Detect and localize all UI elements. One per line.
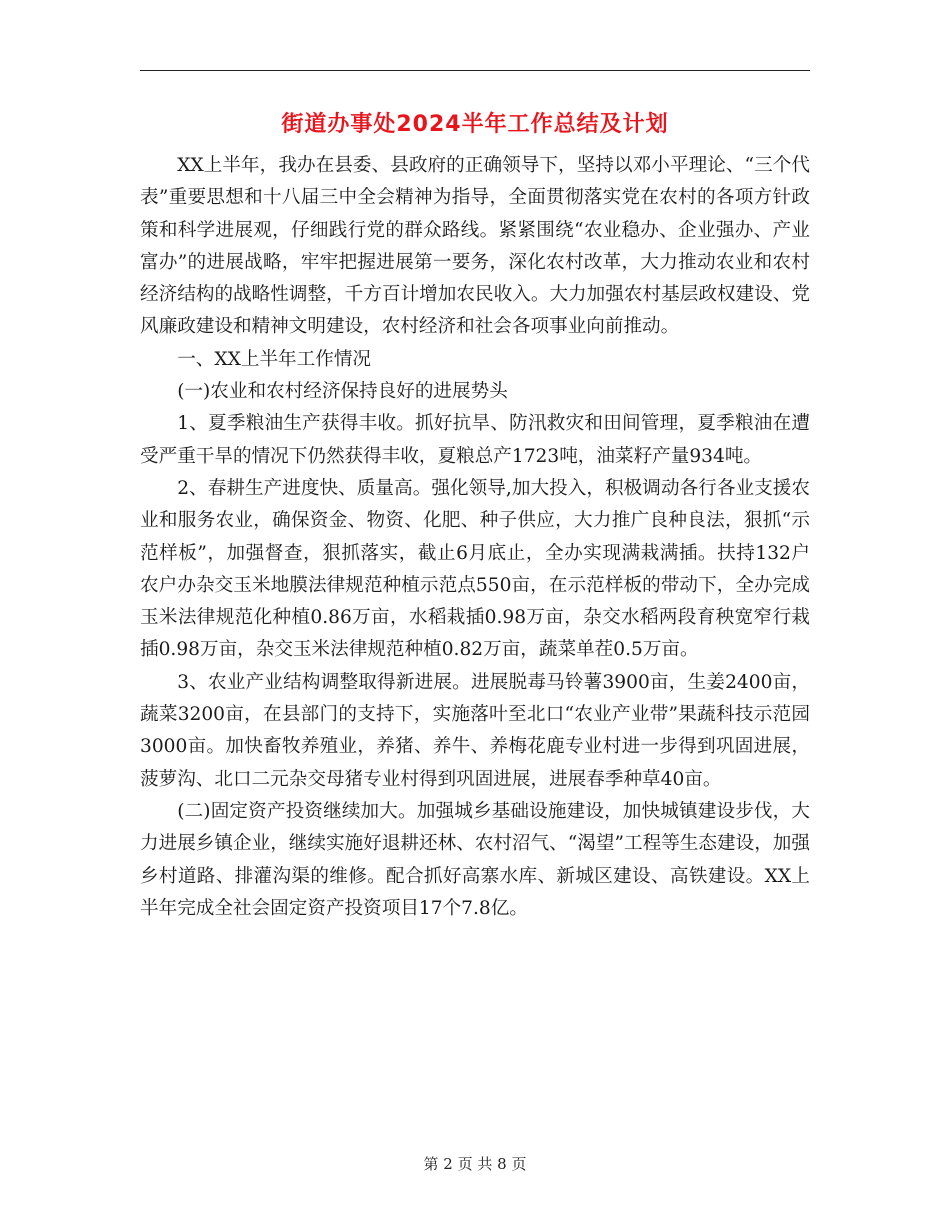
paragraph-item-2: 2、春耕生产进度快、质量高。强化领导,加大投入，积极调动各行各业支援农业和服务农业，确保资金、物资、化肥、种子供应，大力推广良种良法，狠抓“示范样板”，加强督查，狠抓落实，截止6月底止，全办实现满栽满插。扶持132户农户办杂交玉米地膜法律规范种植示范点550亩，在示范样板的带动下，全办完成玉米法律规范化种植0.86万亩，水稻栽插0.98万亩，杂交水稻两段育秧宽窄行栽插0.98万亩，杂交玉米法律规范种植0.82万亩，蔬菜单茬0.5万亩。 bbox=[140, 477, 810, 661]
section-heading: 一、XX上半年工作情况 bbox=[177, 348, 372, 370]
paragraph-item-1: 1、夏季粮油生产获得丰收。抓好抗旱、防汛救灾和田间管理，夏季粮油在遭受严重干旱的情况下仍然获得丰收，夏粮总产1723吨，油菜籽产量934吨。 bbox=[140, 413, 810, 467]
paragraph-subsection-2: (二)固定资产投资继续加大。加强城乡基础设施建设，加快城镇建设步伐，大力进展乡镇企业，继续实施好退耕还林、农村沼气、“渴望”工程等生态建设，加强乡村道路、排灌沟渠的维修。配合抓好高寨水库、新城区建设、高铁建设。XX上半年完成全社会固定资产投资项目17个7.8亿。 bbox=[140, 800, 810, 919]
paragraph-intro: XX上半年，我办在县委、县政府的正确领导下，坚持以邓小平理论、“三个代表”重要思想和十八届三中全会精神为指导，全面贯彻落实党在农村的各项方针政策和科学进展观，仔细践行党的群众路线。紧紧围绕“农业稳办、企业强办、产业富办”的进展战略，牢牢把握进展第一要务，深化农村改革，大力推动农业和农村经济结构的战略性调整，千方百计增加农民收入。大力加强农村基层政权建设、党风廉政建设和精神文明建设，农村经济和社会各项事业向前推动。 bbox=[140, 155, 810, 338]
header-rule bbox=[140, 70, 810, 71]
subsection-heading: (一)农业和农村经济保持良好的进展势头 bbox=[177, 381, 508, 403]
page-number: 第 2 页 共 8 页 bbox=[423, 1155, 527, 1173]
document-body bbox=[140, 150, 810, 925]
document-title: 街道办事处2024半年工作总结及计划 bbox=[281, 112, 669, 137]
paragraph-item-3: 3、农业产业结构调整取得新进展。进展脱毒马铃薯3900亩，生姜2400亩，蔬菜3200亩，在县部门的支持下，实施落叶至北口“农业产业带”果蔬科技示范园3000亩。加快畜牧养殖业，养猪、养牛、养梅花鹿专业村进一步得到巩固进展，菠萝沟、北口二元杂交母猪专业村得到巩固进展，进展春季种草40亩。 bbox=[140, 671, 810, 790]
